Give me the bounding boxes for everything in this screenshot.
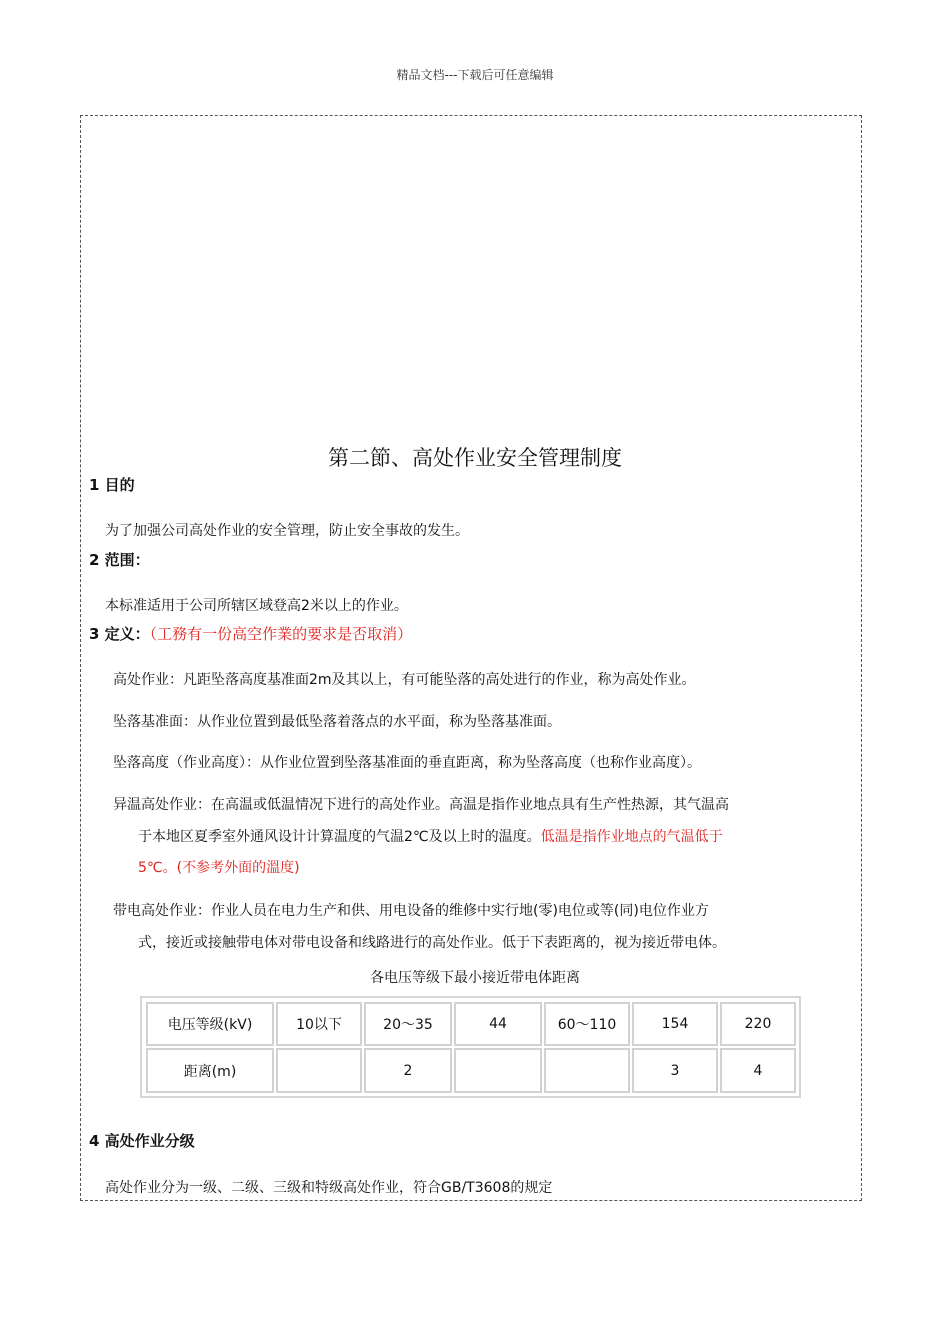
definition-item-datum-plane: 坠落基准面：从作业位置到最低坠落着落点的水平面，称为坠落基准面。 [113, 714, 561, 730]
section-definition-note: （工務有一份高空作業的要求是否取消） [149, 625, 413, 643]
table-cell [454, 1048, 542, 1093]
table-cell [276, 1048, 362, 1093]
definition-item-fall-height: 坠落高度（作业高度）：从作业位置到坠落基准面的垂直距离，称为坠落高度（也称作业高度）。 [113, 755, 701, 771]
document-title: 第二節、高处作业安全管理制度 [328, 446, 622, 470]
table-cell: 电压等级(kV) [146, 1002, 274, 1046]
section-definition-heading-line [89, 623, 412, 644]
section-definition-heading: 3 定义： [89, 625, 150, 643]
section-purpose-body: 为了加强公司高处作业的安全管理，防止安全事故的发生。 [105, 523, 469, 539]
definition-item-live-line2: 式，接近或接触带电体对带电设备和线路进行的高处作业。低于下表距离的，视为接近带电体。 [138, 935, 726, 951]
table-cell: 154 [632, 1002, 718, 1046]
temp-line2-red-text: 低温是指作业地点的气温低于 [540, 829, 723, 845]
temp-line2-text: 于本地区夏季室外通风设计计算温度的气温2℃及以上时的温度。 [138, 829, 541, 845]
definition-item-high-work: 高处作业：凡距坠落高度基准面2m及其以上，有可能坠落的高处进行的作业，称为高处作业。 [113, 672, 696, 688]
table-cell: 10以下 [276, 1002, 362, 1046]
table-cell: 距离(m) [146, 1048, 274, 1093]
definition-item-live-line1: 带电高处作业：作业人员在电力生产和供、用电设备的维修中实行地(零)电位或等(同)电位作业方 [113, 903, 709, 919]
table-cell: 220 [720, 1002, 796, 1046]
table-caption: 各电压等级下最小接近带电体距离 [370, 970, 580, 986]
definition-item-temp-line3: 5℃。(不参考外面的溫度) [138, 860, 300, 876]
section-scope-body: 本标准适用于公司所辖区域登高2米以上的作业。 [105, 598, 408, 614]
table-cell: 2 [364, 1048, 452, 1093]
section-scope-heading: 2 范围： [89, 551, 150, 569]
table-cell: 44 [454, 1002, 542, 1046]
table-cell: 4 [720, 1048, 796, 1093]
page-header: 精品文档---下载后可任意编辑 [396, 68, 554, 82]
section-purpose-heading: 1 目的 [89, 476, 135, 494]
section-classification-heading: 4 高处作业分级 [89, 1132, 195, 1150]
definition-item-temp-line1: 异温高处作业：在高温或低温情况下进行的高处作业。高温是指作业地点具有生产性热源，其气温高 [113, 797, 729, 813]
table-cell: 20～35 [364, 1002, 452, 1046]
voltage-distance-table [140, 996, 801, 1098]
table-cell: 60～110 [544, 1002, 630, 1046]
table-cell [544, 1048, 630, 1093]
section-classification-body: 高处作业分为一级、二级、三级和特级高处作业，符合GB/T3608的规定 [105, 1180, 553, 1196]
table-cell: 3 [632, 1048, 718, 1093]
definition-item-temp-line2 [138, 826, 723, 846]
